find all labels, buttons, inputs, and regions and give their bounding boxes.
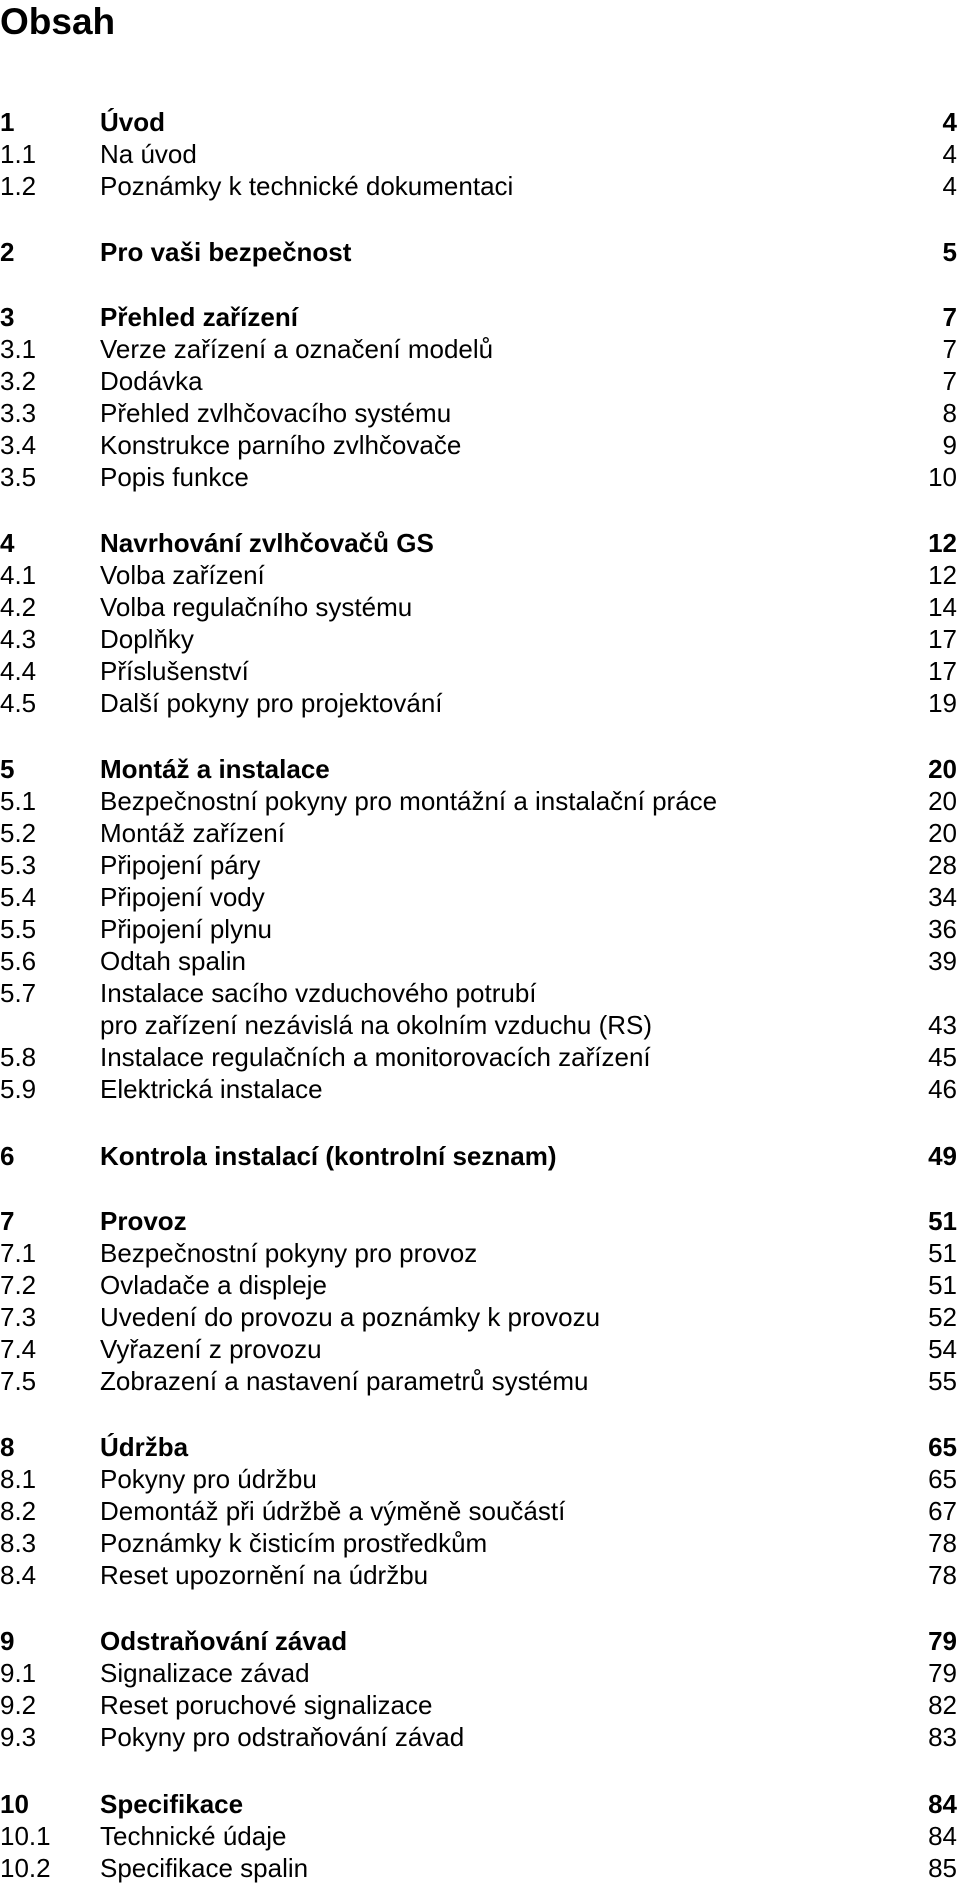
toc-chapter-entry[interactable] — [0, 1625, 960, 1657]
toc-entry-title-line: Specifikace — [100, 1789, 244, 1819]
toc-entry-number: 8.1 — [0, 1464, 37, 1494]
toc-entry[interactable] — [0, 1269, 960, 1301]
toc-entry[interactable] — [0, 1041, 960, 1073]
toc-entry[interactable] — [0, 1689, 960, 1721]
toc-entry[interactable] — [0, 138, 960, 170]
toc-section — [0, 753, 960, 1105]
toc-entry-title — [100, 1852, 308, 1884]
toc-entry-title-line: Poznámky k čisticím prostředkům — [100, 1528, 488, 1558]
toc-section — [0, 1788, 960, 1884]
toc-entry-title-line: Připojení plynu — [100, 914, 272, 944]
toc-entry-title — [100, 1820, 286, 1852]
toc-entry-title-line: Montáž zařízení — [100, 818, 285, 848]
toc-entry-title — [100, 785, 717, 817]
toc-entry-number: 9.3 — [0, 1722, 37, 1752]
toc-entry-number: 1.1 — [0, 139, 37, 169]
toc-entry-title-line: Pokyny pro údržbu — [100, 1464, 317, 1494]
toc-entry-number: 9.2 — [0, 1690, 37, 1720]
toc-entry-page-number: 83 — [928, 1722, 957, 1752]
toc-entry-title-line: Provoz — [100, 1206, 187, 1236]
toc-entry-title — [100, 1431, 188, 1463]
toc-entry-title-line: Bezpečnostní pokyny pro provoz — [100, 1238, 478, 1268]
toc-entry-page-number: 19 — [928, 688, 957, 718]
toc-entry[interactable] — [0, 1657, 960, 1689]
toc-entry-number: 8 — [0, 1432, 15, 1462]
toc-entry-page-number: 54 — [928, 1334, 957, 1364]
toc-entry[interactable] — [0, 881, 960, 913]
toc-entry-number: 8.4 — [0, 1560, 37, 1590]
toc-section — [0, 1431, 960, 1591]
toc-entry-title — [100, 1527, 487, 1559]
toc-entry-title-line: Další pokyny pro projektování — [100, 688, 443, 718]
toc-entry-title-line: Zobrazení a nastavení parametrů systému — [100, 1366, 589, 1396]
toc-entry[interactable] — [0, 977, 960, 1041]
toc-entry-title — [100, 1559, 428, 1591]
toc-section — [0, 527, 960, 719]
toc-entry-page-number: 7 — [942, 366, 957, 396]
toc-entry-title-line: Na úvod — [100, 139, 197, 169]
toc-entry-page-number: 10 — [928, 462, 957, 492]
toc-entry-title-line: Instalace regulačních a monitorovacích zařízení — [100, 1042, 651, 1072]
toc-entry-title — [100, 591, 412, 623]
toc-entry-title-line: Připojení vody — [100, 882, 265, 912]
toc-entry-title — [100, 301, 298, 333]
toc-entry-number: 7 — [0, 1206, 15, 1236]
toc-entry[interactable] — [0, 1237, 960, 1269]
toc-entry-page-number: 55 — [928, 1366, 957, 1396]
toc-entry-title-line: Úvod — [100, 107, 165, 137]
toc-entry-page-number: 82 — [928, 1690, 957, 1720]
toc-entry-title-line: Demontáž při údržbě a výměně součástí — [100, 1496, 566, 1526]
toc-entry-title — [100, 1269, 327, 1301]
toc-entry-page-number: 39 — [928, 946, 957, 976]
toc-entry-title-line: Verze zařízení a označení modelů — [100, 334, 494, 364]
toc-entry-title-line: Navrhování zvlhčovačů GS — [100, 528, 434, 558]
toc-entry[interactable] — [0, 397, 960, 429]
toc-entry[interactable] — [0, 1333, 960, 1365]
toc-entry-page-number: 51 — [928, 1238, 957, 1268]
toc-entry[interactable] — [0, 333, 960, 365]
toc-entry-page-number: 45 — [928, 1042, 957, 1072]
toc-entry[interactable] — [0, 655, 960, 687]
toc-entry[interactable] — [0, 591, 960, 623]
toc-entry-title — [100, 365, 203, 397]
toc-entry-page-number: 78 — [928, 1560, 957, 1590]
toc-entry-title-line: Bezpečnostní pokyny pro montážní a instalační práce — [100, 786, 718, 816]
toc-entry-number: 7.1 — [0, 1238, 37, 1268]
toc-entry-number: 4.4 — [0, 656, 37, 686]
toc-entry-page-number: 28 — [928, 850, 957, 880]
toc-entry-page-number: 65 — [928, 1432, 957, 1462]
toc-entry-title-line: Elektrická instalace — [100, 1074, 323, 1104]
toc-entry-title — [100, 1788, 243, 1820]
toc-entry[interactable] — [0, 1073, 960, 1105]
toc-entry-number: 7.3 — [0, 1302, 37, 1332]
toc-entry-page-number: 46 — [928, 1074, 957, 1104]
toc-chapter-entry[interactable] — [0, 753, 960, 785]
toc-entry-page-number: 85 — [928, 1853, 957, 1883]
toc-entry-page-number: 65 — [928, 1464, 957, 1494]
toc-entry-number: 4.5 — [0, 688, 37, 718]
toc-entry-page-number: 20 — [928, 786, 957, 816]
toc-entry-title-line: Popis funkce — [100, 462, 249, 492]
toc-chapter-entry[interactable] — [0, 236, 960, 268]
toc-entry-title — [100, 236, 351, 268]
toc-entry-page-number: 17 — [928, 656, 957, 686]
toc-entry-title — [100, 1657, 310, 1689]
toc-entry-number: 3.2 — [0, 366, 37, 396]
toc-entry-title-line: Připojení páry — [100, 850, 261, 880]
toc-entry-number: 9.1 — [0, 1658, 37, 1688]
toc-entry[interactable] — [0, 1365, 960, 1397]
toc-entry-title-line: Odtah spalin — [100, 946, 246, 976]
toc-entry-page-number: 79 — [928, 1658, 957, 1688]
toc-entry-title-line: Montáž a instalace — [100, 754, 330, 784]
toc-entry[interactable] — [0, 1495, 960, 1527]
toc-entry-number: 5.1 — [0, 786, 37, 816]
toc-entry-title-line: Volba zařízení — [100, 560, 265, 590]
toc-entry-page-number: 8 — [942, 398, 957, 428]
toc-entry-title — [100, 1205, 187, 1237]
toc-section — [0, 1140, 960, 1172]
toc-entry-number: 1.2 — [0, 171, 37, 201]
toc-entry-page-number: 20 — [928, 754, 957, 784]
toc-entry-page-number: 9 — [942, 430, 957, 460]
toc-entry[interactable] — [0, 913, 960, 945]
toc-entry-title — [100, 1301, 600, 1333]
toc-entry-number: 10.1 — [0, 1821, 51, 1851]
toc-entry-page-number: 12 — [928, 528, 957, 558]
toc-entry-title-line: Doplňky — [100, 624, 194, 654]
toc-entry-title — [100, 1041, 651, 1073]
toc-entry-number: 10.2 — [0, 1853, 51, 1883]
toc-entry-page-number: 84 — [928, 1789, 957, 1819]
toc-entry-number: 5.5 — [0, 914, 37, 944]
toc-entry-number: 4 — [0, 528, 15, 558]
toc-entry-number: 5.2 — [0, 818, 37, 848]
toc-entry[interactable] — [0, 461, 960, 493]
toc-entry[interactable] — [0, 817, 960, 849]
toc-entry-page-number: 52 — [928, 1302, 957, 1332]
page-title: Obsah — [0, 1, 116, 42]
toc-entry[interactable] — [0, 785, 960, 817]
toc-entry-number: 5.8 — [0, 1042, 37, 1072]
toc-entry[interactable] — [0, 1852, 960, 1884]
toc-entry-page-number: 12 — [928, 560, 957, 590]
toc-entry[interactable] — [0, 1301, 960, 1333]
toc-entry-title-line: Technické údaje — [100, 1821, 287, 1851]
toc-entry-title-line: Přehled zařízení — [100, 302, 298, 332]
toc-entry-page-number: 7 — [942, 302, 957, 332]
toc-entry-title — [100, 559, 265, 591]
toc-entry-title-line: Reset poruchové signalizace — [100, 1690, 433, 1720]
toc-entry-number: 9 — [0, 1626, 15, 1656]
toc-entry-title — [100, 1140, 557, 1172]
toc-entry-title-line: Instalace sacího vzduchového potrubí — [100, 978, 537, 1008]
toc-entry-title — [100, 1689, 432, 1721]
toc-entry[interactable] — [0, 1463, 960, 1495]
toc-entry-number: 10 — [0, 1789, 29, 1819]
toc-entry-number: 5.4 — [0, 882, 37, 912]
toc-entry-title — [100, 1073, 323, 1105]
toc-chapter-entry[interactable] — [0, 527, 960, 559]
toc-entry-number: 5.3 — [0, 850, 37, 880]
toc-entry-title — [100, 527, 434, 559]
toc-entry-title-line: Konstrukce parního zvlhčovače — [100, 430, 462, 460]
toc-entry-title — [100, 170, 513, 202]
toc-entry-number: 5.6 — [0, 946, 37, 976]
toc-entry-page-number: 4 — [942, 171, 957, 201]
toc-entry-page-number: 78 — [928, 1528, 957, 1558]
toc-entry-title — [100, 687, 443, 719]
toc-entry-title — [100, 106, 165, 138]
toc-entry-title-line: pro zařízení nezávislá na okolním vzduchu (RS) — [100, 1010, 653, 1040]
toc-entry[interactable] — [0, 559, 960, 591]
toc-entry-page-number: 36 — [928, 914, 957, 944]
toc-entry-title-line: Poznámky k technické dokumentaci — [100, 171, 514, 201]
toc-entry-title — [100, 817, 285, 849]
toc-section — [0, 1205, 960, 1397]
toc-entry[interactable] — [0, 170, 960, 202]
toc-entry-number: 4.2 — [0, 592, 37, 622]
toc-entry[interactable] — [0, 1820, 960, 1852]
toc-entry-title-line: Specifikace spalin — [100, 1853, 309, 1883]
toc-entry-number: 7.5 — [0, 1366, 37, 1396]
toc-entry[interactable] — [0, 945, 960, 977]
toc-entry-title — [100, 1721, 464, 1753]
toc-entry-title-line: Údržba — [100, 1432, 189, 1462]
toc-entry-page-number: 4 — [942, 107, 957, 137]
toc-entry-title — [100, 945, 246, 977]
toc-entry-page-number: 5 — [942, 237, 957, 267]
toc-entry-number: 4.3 — [0, 624, 37, 654]
toc-chapter-entry[interactable] — [0, 1431, 960, 1463]
toc-entry-number: 8.2 — [0, 1496, 37, 1526]
toc-entry-number: 3.4 — [0, 430, 37, 460]
toc-entry-title-line: Odstraňování závad — [100, 1626, 348, 1656]
toc-entry-number: 5.9 — [0, 1074, 37, 1104]
toc-entry[interactable] — [0, 623, 960, 655]
toc-entry-number: 1 — [0, 107, 15, 137]
toc-entry-number: 2 — [0, 237, 15, 267]
toc-entry-title-line: Pro vaši bezpečnost — [100, 237, 352, 267]
toc-entry-title-line: Příslušenství — [100, 656, 249, 686]
toc-chapter-entry[interactable] — [0, 106, 960, 138]
toc-entry-page-number: 51 — [928, 1206, 957, 1236]
toc-entry-title — [100, 1237, 477, 1269]
toc-entry-title — [100, 333, 493, 365]
toc-entry-title — [100, 655, 249, 687]
toc-entry-page-number: 17 — [928, 624, 957, 654]
toc-section — [0, 236, 960, 268]
toc-entry-title — [100, 623, 194, 655]
toc-entry[interactable] — [0, 687, 960, 719]
toc-entry-page-number: 14 — [928, 592, 957, 622]
toc-entry-title-line: Pokyny pro odstraňování závad — [100, 1722, 465, 1752]
toc-entry-page-number: 67 — [928, 1496, 957, 1526]
toc-entry-title-line: Ovladače a displeje — [100, 1270, 327, 1300]
toc-entry-title — [100, 1625, 347, 1657]
toc-entry-title — [100, 1365, 588, 1397]
toc-entry-title — [100, 753, 330, 785]
toc-entry-number: 3.5 — [0, 462, 37, 492]
toc-entry-title — [100, 977, 652, 1041]
toc-entry-title — [100, 881, 265, 913]
toc-entry-page-number: 79 — [928, 1626, 957, 1656]
toc-entry-title — [100, 1463, 317, 1495]
toc-entry-page-number: 84 — [928, 1821, 957, 1851]
toc-chapter-entry[interactable] — [0, 301, 960, 333]
toc-entry-page-number: 4 — [942, 139, 957, 169]
toc-entry-title — [100, 1495, 565, 1527]
toc-entry-title — [100, 913, 272, 945]
toc-entry-page-number: 34 — [928, 882, 957, 912]
toc-entry-title-line: Volba regulačního systému — [100, 592, 413, 622]
toc-entry-number: 4.1 — [0, 560, 37, 590]
toc-entry[interactable] — [0, 365, 960, 397]
toc-entry-number: 5.7 — [0, 978, 37, 1008]
toc-entry-number: 7.2 — [0, 1270, 37, 1300]
toc-entry-title — [100, 849, 260, 881]
toc-entry-page-number: 7 — [942, 334, 957, 364]
toc-entry-page-number: 51 — [928, 1270, 957, 1300]
toc-entry-number: 3 — [0, 302, 15, 332]
toc-entry-page-number: 20 — [928, 818, 957, 848]
toc-entry-number: 6 — [0, 1141, 15, 1171]
toc-entry-number: 8.3 — [0, 1528, 37, 1558]
toc-entry[interactable] — [0, 429, 960, 461]
toc-section — [0, 106, 960, 202]
toc-entry-title — [100, 138, 197, 170]
toc-chapter-entry[interactable] — [0, 1788, 960, 1820]
toc-entry[interactable] — [0, 1721, 960, 1753]
toc-entry-title-line: Kontrola instalací (kontrolní seznam) — [100, 1141, 557, 1171]
toc-entry-page-number: 49 — [928, 1141, 957, 1171]
toc-entry-number: 5 — [0, 754, 15, 784]
toc-entry[interactable] — [0, 1527, 960, 1559]
toc-entry-title — [100, 1333, 322, 1365]
toc-entry-title-line: Přehled zvlhčovacího systému — [100, 398, 452, 428]
toc-entry[interactable] — [0, 1559, 960, 1591]
toc-entry-number: 7.4 — [0, 1334, 37, 1364]
toc-entry-title-line: Uvedení do provozu a poznámky k provozu — [100, 1302, 601, 1332]
toc-entry-title — [100, 461, 249, 493]
toc-entry-title-line: Signalizace závad — [100, 1658, 310, 1688]
toc-entry-title — [100, 397, 451, 429]
toc-entry-number: 3.3 — [0, 398, 37, 428]
toc-entry-page-number: 43 — [928, 1010, 957, 1040]
toc-chapter-entry[interactable] — [0, 1140, 960, 1172]
toc-section — [0, 1625, 960, 1753]
toc-chapter-entry[interactable] — [0, 1205, 960, 1237]
toc-section — [0, 301, 960, 493]
toc-entry-title-line: Dodávka — [100, 366, 203, 396]
toc-entry-title — [100, 429, 461, 461]
toc-entry-number: 3.1 — [0, 334, 37, 364]
toc-entry-title-line: Vyřazení z provozu — [100, 1334, 322, 1364]
toc-entry[interactable] — [0, 849, 960, 881]
toc-entry-title-line: Reset upozornění na údržbu — [100, 1560, 429, 1590]
